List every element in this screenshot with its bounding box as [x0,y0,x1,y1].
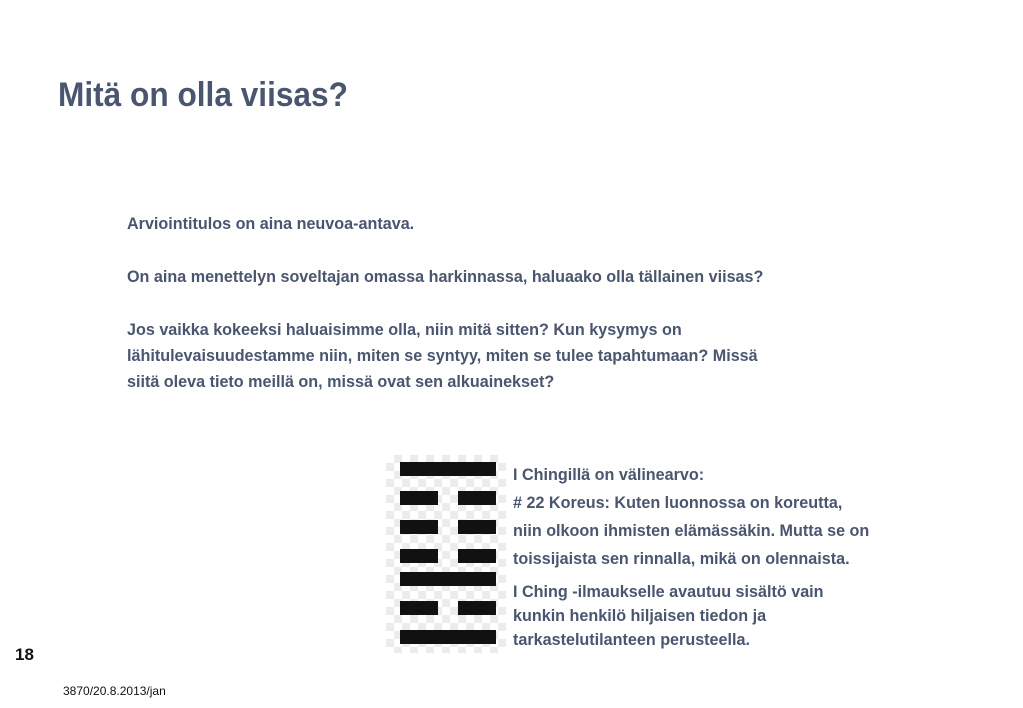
annotation-block-2 [513,580,824,652]
body-paragraph-3-line: Jos vaikka kokeeksi haluaisimme olla, niin mitä sitten? Kun kysymys on [127,320,682,339]
page-number: 18 [15,645,34,664]
annotation-line: toissijaista sen rinnalla, mikä on olennaista. [513,549,850,568]
body-paragraph-3-line: siitä oleva tieto meillä on, missä ovat sen alkuainekset? [127,372,555,391]
annotation-line: I Chingillä on välinearvo: [513,465,705,484]
body-paragraph-1: Arviointitulos on aina neuvoa-antava. [127,214,415,233]
body-paragraph-2: On aina menettelyn soveltajan omassa harkinnassa, haluaako olla tällainen viisas? [127,267,764,286]
hexagram-line-broken [400,549,496,563]
hexagram-line-solid [400,462,496,476]
i-ching-hexagram-icon [386,455,506,653]
annotation-block-1 [513,461,869,573]
hexagram-line-solid [400,630,496,644]
body-paragraph-3-line: lähitulevaisuudestamme niin, miten se syntyy, miten se tulee tapahtumaan? Missä [127,346,758,365]
body-paragraph-3 [127,317,758,395]
annotation-line: niin olkoon ihmisten elämässäkin. Mutta se on [513,521,870,540]
annotation-line: I Ching -ilmaukselle avautuu sisältö vain [513,582,824,601]
hexagram-line-solid [400,572,496,586]
hexagram-line-broken [400,520,496,534]
slide-title: Mitä on olla viisas? [58,76,348,114]
annotation-line: tarkastelutilanteen perusteella. [513,630,750,649]
annotation-line: # 22 Koreus: Kuten luonnossa on koreutta, [513,493,843,512]
annotation-line: kunkin henkilö hiljaisen tiedon ja [513,606,767,625]
hexagram-line-broken [400,601,496,615]
footer-reference: 3870/20.8.2013/jan [63,684,166,698]
hexagram-line-broken [400,491,496,505]
